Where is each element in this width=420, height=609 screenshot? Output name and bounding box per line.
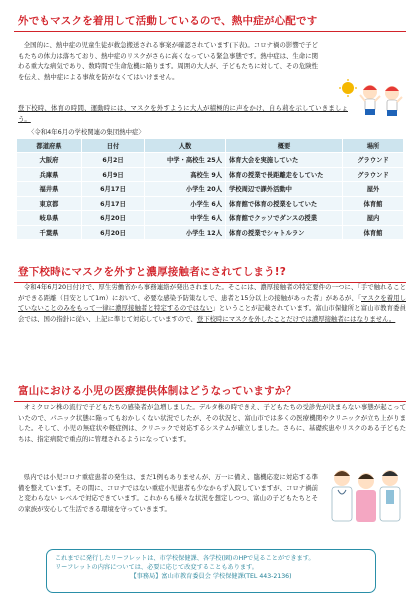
table-cell: 学校周辺で課外活動中	[226, 182, 343, 197]
table-cell: 体育大会を実施していた	[226, 153, 343, 168]
table-row	[17, 182, 404, 197]
close-contact-paragraph	[18, 282, 406, 324]
table-cell: 6月2日	[82, 153, 145, 168]
medical-staff-illustration	[320, 464, 410, 534]
table-cell: 体育の授業でシャトルラン	[226, 225, 343, 240]
table-row	[17, 225, 404, 240]
table-header-row	[17, 139, 404, 153]
table-cell: 屋内	[343, 211, 404, 226]
table-cell: 高校生 9人	[145, 167, 226, 182]
close-contact-underlined-1: マスクを着用していないことのみをもって一律に濃厚接触者と特定するのではない	[18, 293, 406, 313]
section-title-heatstroke: 外でもマスクを着用して活動しているので、熱中症が心配です	[14, 10, 406, 32]
table-cell: 東京都	[17, 196, 82, 211]
table-cell: グラウンド	[343, 167, 404, 182]
column-header: 場所	[343, 139, 404, 153]
table-cell: 岐阜県	[17, 211, 82, 226]
notice-box	[46, 549, 376, 593]
table-cell: 小学生 12人	[145, 225, 226, 240]
office-contact: 【事務局】富山市教育委員会 学校保健課(TEL 443-2136)	[130, 573, 292, 581]
section-title-medical-care: 富山における小児の医療提供体制はどうなっていますか？	[14, 380, 406, 402]
table-cell: 体育の授業で長距離走をしていた	[226, 167, 343, 182]
table-cell: 6月17日	[82, 182, 145, 197]
table-cell: 6月20日	[82, 225, 145, 240]
column-header: 都道府県	[17, 139, 82, 153]
table-cell: 大阪府	[17, 153, 82, 168]
table-cell: 6月9日	[82, 167, 145, 182]
table-cell: 中学生 6人	[145, 211, 226, 226]
children-illustration	[336, 78, 408, 124]
medical-care-paragraph-1: オミクロン株の流行で子どもたちの感染者が急増しました。デルタ株の時できえ、子どもたちの受診先が決まらない事態が起こっていたので、パニック状態に陥ってもおかしくない状況でしたが、その状況と、富山市では多くの医療機関やクリニックが立ち上がりました。そして、小児の無症状や軽症例は、クリニックで対応するシステムが確立しました。さらに、基礎疾患やリスクのある子どもたちは、指定病院で重点的に管理されるようになっています。	[18, 403, 406, 443]
table-cell: 体育館	[343, 196, 404, 211]
medical-care-paragraph-2: 県内では小児コロナ重症患者の発生は、まだ1例もありませんが、万一に備え、臨機応変に対応する準備を整えています。その間に、コロナではない重症小児患者も少なからず入院していますが、コロナ禍前と変わらない レベルで対応できています。これからも様々な状況を想定しつつ、富山の子どもたちとその家族が安心して生活できる環境を守っていきます。	[18, 473, 318, 513]
column-header: 概要	[226, 139, 343, 153]
table-cell: 小学生 6人	[145, 196, 226, 211]
heatstroke-advice	[18, 103, 348, 124]
table-cell: 中学・高校生 25人	[145, 153, 226, 168]
notice-line-1: これまでに発行したリーフレットは、市学校保健課、各学校(園)のHPで見ることができます。	[55, 555, 315, 562]
table-cell: 体育館で体育の授業をしていた	[226, 196, 343, 211]
table-row	[17, 153, 404, 168]
section-title-close-contact: 登下校時にマスクを外すと濃厚接触者にされてしまう!?	[14, 261, 406, 283]
table-cell: 6月20日	[82, 211, 145, 226]
table-cell: 屋外	[343, 182, 404, 197]
table-cell: 体育館でクッソでダンスの授業	[226, 211, 343, 226]
table-cell: 体育館	[343, 225, 404, 240]
close-contact-text-a: 令和4年6月20日付けで、厚生労働省から事務連絡が発出されました。そこには、濃厚接触者の特定要件の一つに、「手で触れることができる距離（目安として1m）において、必要な感染予防策なしで、患者と15分以上の接触があった者」があるが、「	[18, 283, 406, 302]
table-cell: 6月17日	[82, 196, 145, 211]
heatstroke-paragraph: 全国的に、熱中症の児童生徒が救急搬送される事案が確認されています(下表)。コロナ禍の影響で子どもたちの体力は落ちており、熱中症のリスクがさらに高くなっている緊急事態です。熱中症は、生命に関わる重大な病気であり、数時間で生命危機に陥ります。周囲の大人が、子どもたちに対して、その危険性を伝え、熱中症による事故を防がなくてはいけません。	[18, 41, 318, 81]
table-row	[17, 167, 404, 182]
heatstroke-cases-table	[16, 138, 404, 240]
heatstroke-advice-text: 登下校時、体育の時間、運動時には、マスクを外すように大人が積極的に声をかけ、自ら莉を示していきましょう。	[18, 104, 348, 123]
table-cell: グラウンド	[343, 153, 404, 168]
table-caption: 〈令和4年6月の学校関連の集団熱中症〉	[28, 128, 145, 136]
close-contact-text-b: 」ということが記載されています。富山市保健所と富山市教育委員会では、国の指針に従い、上記に準じて対応していますので、	[18, 304, 406, 323]
table-cell: 千葉県	[17, 225, 82, 240]
table-row	[17, 196, 404, 211]
column-header: 人数	[145, 139, 226, 153]
table-cell: 兵庫県	[17, 167, 82, 182]
table-cell: 小学生 20人	[145, 182, 226, 197]
column-header: 日付	[82, 139, 145, 153]
table-cell: 福井県	[17, 182, 82, 197]
table-row	[17, 211, 404, 226]
notice-line-2: リーフレットの内容については、必要に応じて改変することもあります。	[55, 564, 258, 572]
close-contact-underlined-2: 登下校時にマスクを外したことだけでは濃厚接触者にはなりません。	[196, 314, 396, 323]
